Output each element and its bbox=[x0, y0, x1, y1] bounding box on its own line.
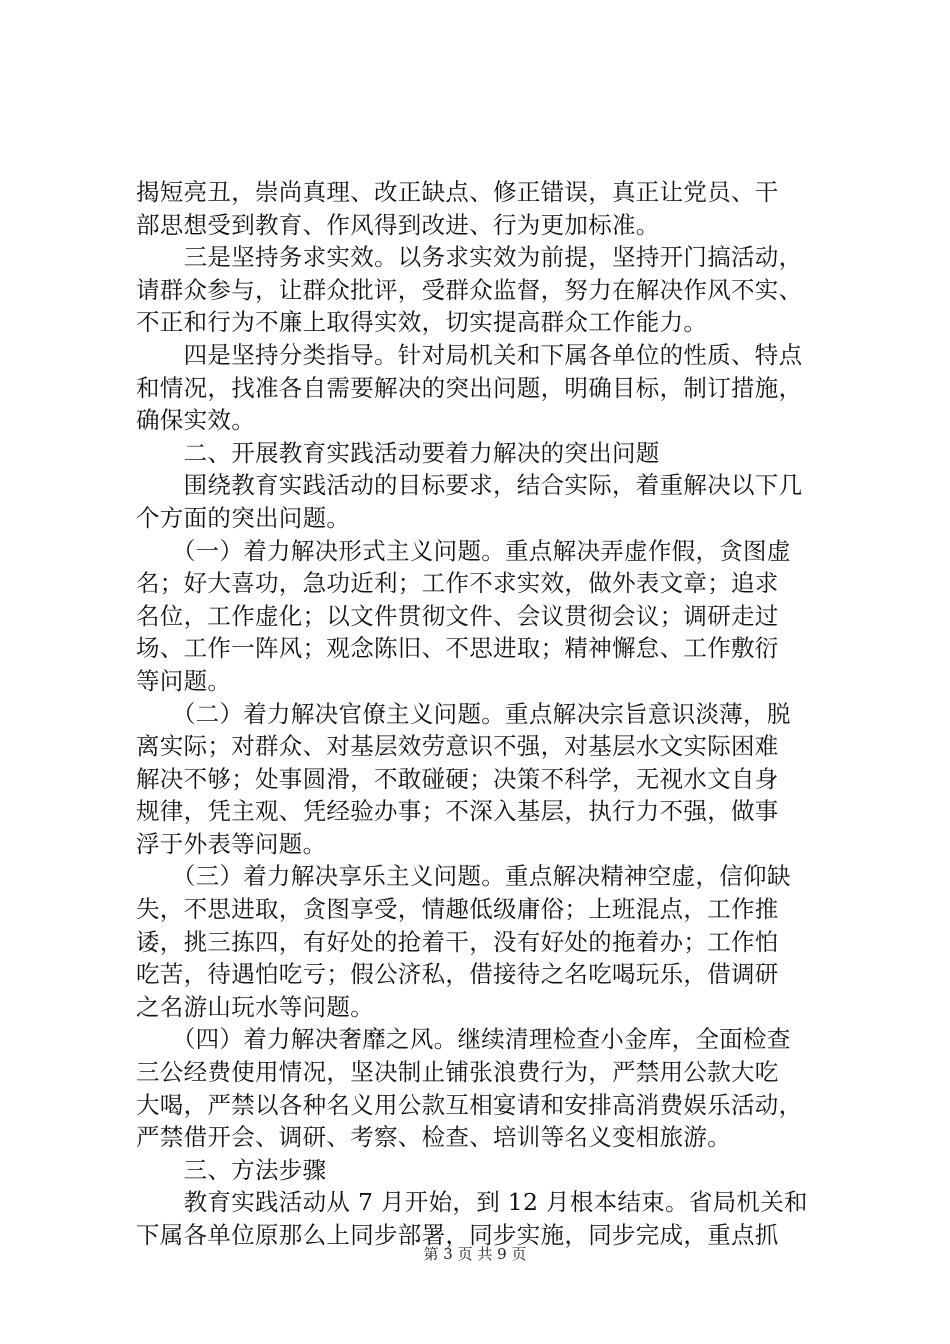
text-line: （二）着力解决官僚主义问题。重点解决宗旨意识淡薄，脱 bbox=[136, 699, 791, 728]
text-line: 下属各单位原那么上同步部署，同步实施，同步完成，重点抓 bbox=[136, 1221, 779, 1249]
text-line: 场、工作一阵风；观念陈旧、不思进取；精神懈怠、工作敷衍 bbox=[136, 634, 779, 663]
text-line: （一）着力解决形式主义问题。重点解决弄虚作假，贪图虚 bbox=[136, 536, 791, 565]
text-line: 三公经费使用情况，坚决制止铺张浪费行为，严禁用公款大吃 bbox=[136, 1058, 779, 1087]
page-number-footer: 第 3 页 共 9 页 bbox=[423, 1245, 527, 1263]
text-line: 四是坚持分类指导。针对局机关和下属各单位的性质、特点 bbox=[136, 340, 803, 369]
section-heading: 三、方法步骤 bbox=[136, 1155, 327, 1184]
text-line: 名位，工作虚化；以文件贯彻文件、会议贯彻会议；调研走过 bbox=[136, 601, 779, 630]
text-line: 失，不思进取，贪图享受，情趣低级庸俗；上班混点，工作推 bbox=[136, 895, 779, 924]
text-line: （三）着力解决享乐主义问题。重点解决精神空虚，信仰缺 bbox=[136, 862, 791, 891]
text-line: 三是坚持务求实效。以务求实效为前提，坚持开门搞活动， bbox=[136, 243, 803, 272]
text-line: 和情况，找准各自需要解决的突出问题，明确目标，制订措施， bbox=[136, 373, 803, 402]
text-line: 个方面的突出问题。 bbox=[136, 503, 351, 532]
text-line: 围绕教育实践活动的目标要求，结合实际，着重解决以下几 bbox=[136, 471, 803, 500]
text-line: 不正和行为不廉上取得实效，切实提高群众工作能力。 bbox=[136, 308, 708, 337]
text-line: 部思想受到教育、作风得到改进、行为更加标准。 bbox=[136, 210, 660, 239]
text-line: 离实际；对群众、对基层效劳意识不强，对基层水文实际困难 bbox=[136, 732, 779, 761]
document-body bbox=[136, 176, 836, 1252]
text-line: 解决不够；处事圆滑，不敢碰硬；决策不科学，无视水文自身 bbox=[136, 764, 779, 793]
text-line: 教育实践活动从 7 月开始，到 12 月根本结束。省局机关和 bbox=[136, 1188, 808, 1217]
text-line: 名；好大喜功，急功近利；工作不求实效，做外表文章；追求 bbox=[136, 569, 779, 598]
text-line: 诿，挑三拣四，有好处的抢着干，没有好处的拖着办；工作怕 bbox=[136, 927, 779, 956]
text-line: 规律，凭主观、凭经验办事；不深入基层，执行力不强，做事 bbox=[136, 797, 779, 826]
text-line: （四）着力解决奢靡之风。继续清理检查小金库，全面检查 bbox=[136, 1025, 791, 1054]
text-line: 揭短亮丑，崇尚真理、改正缺点、修正错误，真正让党员、干 bbox=[136, 178, 779, 206]
text-line: 请群众参与，让群众批评，受群众监督，努力在解决作风不实、 bbox=[136, 275, 803, 304]
text-line: 之名游山玩水等问题。 bbox=[136, 992, 374, 1021]
text-line: 吃苦，待遇怕吃亏；假公济私，借接待之名吃喝玩乐，借调研 bbox=[136, 960, 779, 989]
text-line: 严禁借开会、调研、考察、检查、培训等名义变相旅游。 bbox=[136, 1123, 731, 1152]
text-line: 确保实效。 bbox=[136, 406, 255, 435]
text-line: 大喝，严禁以各种名义用公款互相宴请和安排高消费娱乐活动， bbox=[136, 1090, 803, 1119]
text-line: 浮于外表等问题。 bbox=[136, 829, 327, 858]
text-line: 等问题。 bbox=[136, 666, 232, 695]
section-heading: 二、开展教育实践活动要着力解决的突出问题 bbox=[136, 438, 660, 467]
